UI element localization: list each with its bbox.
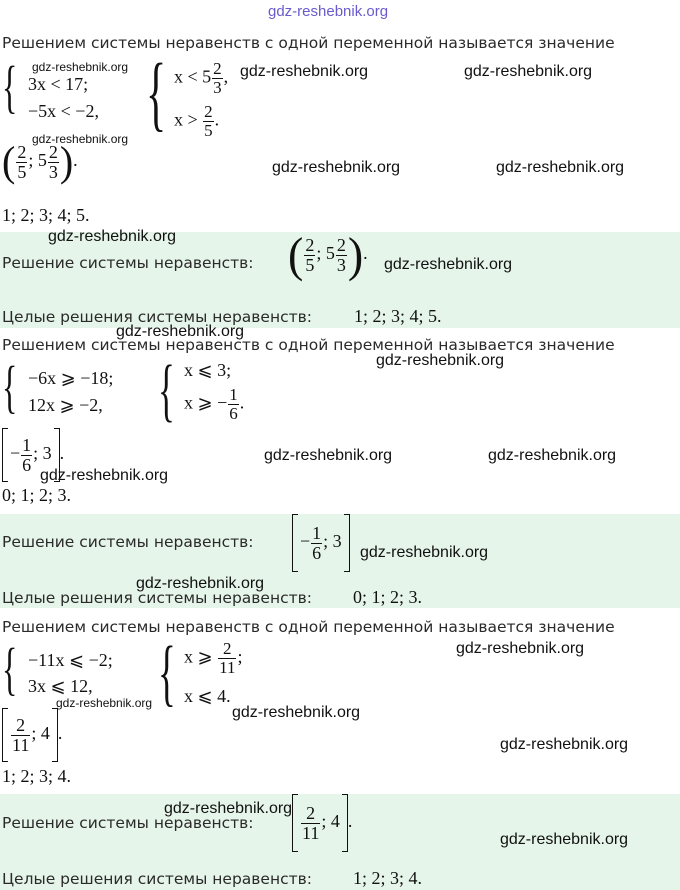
intro-text-1: Решением системы неравенств с одной переменной называется значение [2,34,615,52]
t2-inequality-1: −6x ⩾ −18; [28,368,114,388]
watermark: gdz-reshebnik.org [264,447,393,464]
watermark: gdz-reshebnik.org [360,544,489,561]
watermark: gdz-reshebnik.org [32,60,129,74]
t2-inequality-2: 12x ⩾ −2, [28,395,103,415]
watermark: gdz-reshebnik.org [500,736,629,753]
answer-label-3: Решение системы неравенств: [2,814,254,832]
system-brace: { [158,632,176,714]
answer-label-1: Решение системы неравенств: [2,254,254,272]
system-brace: { [2,54,18,119]
answer-interval-2: − $\frac{1}{6}$ ; 3 [292,514,350,572]
watermark: gdz-reshebnik.org [456,640,585,657]
t3-inequality-1: −11x ⩽ −2; [28,650,113,670]
watermark: gdz-reshebnik.org [376,352,505,369]
t3-inequality-2: 3x ⩽ 12, [28,676,93,696]
answer-interval-1: ( $\frac{2}{5}$ ; 5 $\frac{2}{3}$ ). [288,227,368,282]
watermark: gdz-reshebnik.org [464,63,593,80]
watermark: gdz-reshebnik.org [232,704,361,721]
watermark: gdz-reshebnik.org [32,132,129,146]
watermark: gdz-reshebnik.org [48,228,177,245]
t3-integers: 1; 2; 3; 4. [2,766,72,786]
integers-label-3: Целые решения системы неравенств: [2,870,312,888]
t1-integers: 1; 2; 3; 4; 5. [2,205,90,225]
system-brace: { [2,636,18,701]
system-brace: { [2,354,18,419]
answer-integers-3: 1; 2; 3; 4. [353,868,423,888]
t3-result-1: x ⩾ $\frac{2}{11}$ ; [184,639,243,677]
system-brace: { [158,352,175,429]
watermark: gdz-reshebnik.org [136,575,265,592]
answer-label-2: Решение системы неравенств: [2,533,254,551]
integers-label-2: Целые решения системы неравенств: [2,589,312,607]
watermark: gdz-reshebnik.org [488,447,617,464]
t1-result-2: x > $\frac{2}{5}$ . [174,102,220,140]
t1-inequality-1: 3x < 17; [28,74,89,94]
watermark: gdz-reshebnik.org [384,256,513,273]
watermark: gdz-reshebnik.org [116,323,245,340]
watermark: gdz-reshebnik.org [40,467,169,484]
system-brace: { [146,47,167,140]
t1-inequality-2: −5x < −2, [28,101,99,121]
answer-interval-3: $\frac{2}{11}$ ; 4 . [292,794,352,852]
t2-interval: − $\frac{1}{6}$ ; 3 . [2,428,64,482]
watermark: gdz-reshebnik.org [240,63,369,80]
intro-text-2: Решением системы неравенств с одной переменной называется значение [2,336,615,354]
watermark: gdz-reshebnik.org [500,831,629,848]
t2-integers: 0; 1; 2; 3. [2,485,72,505]
site-header[interactable]: gdz-reshebnik.org [268,3,389,20]
watermark: gdz-reshebnik.org [56,696,153,710]
t2-result-2: x ⩾ − $\frac{1}{6}$ . [184,385,245,423]
answer-integers-2: 0; 1; 2; 3. [353,587,423,607]
t2-result-1: x ⩽ 3; [184,360,232,380]
watermark: gdz-reshebnik.org [272,159,401,176]
t3-interval: $\frac{2}{11}$ ; 4 . [2,708,62,762]
watermark: gdz-reshebnik.org [164,800,293,817]
t1-interval: ( $\frac{2}{5}$ ; 5 $\frac{2}{3}$ ). [2,137,78,186]
integers-label-1: Целые решения системы неравенств: [2,308,312,326]
t1-result-1: x < 5 $\frac{2}{3}$ , [174,59,229,97]
answer-integers-1: 1; 2; 3; 4; 5. [354,306,442,326]
t3-result-2: x ⩽ 4. [184,686,231,706]
intro-text-3: Решением системы неравенств с одной переменной называется значение [2,618,615,636]
watermark: gdz-reshebnik.org [496,159,625,176]
